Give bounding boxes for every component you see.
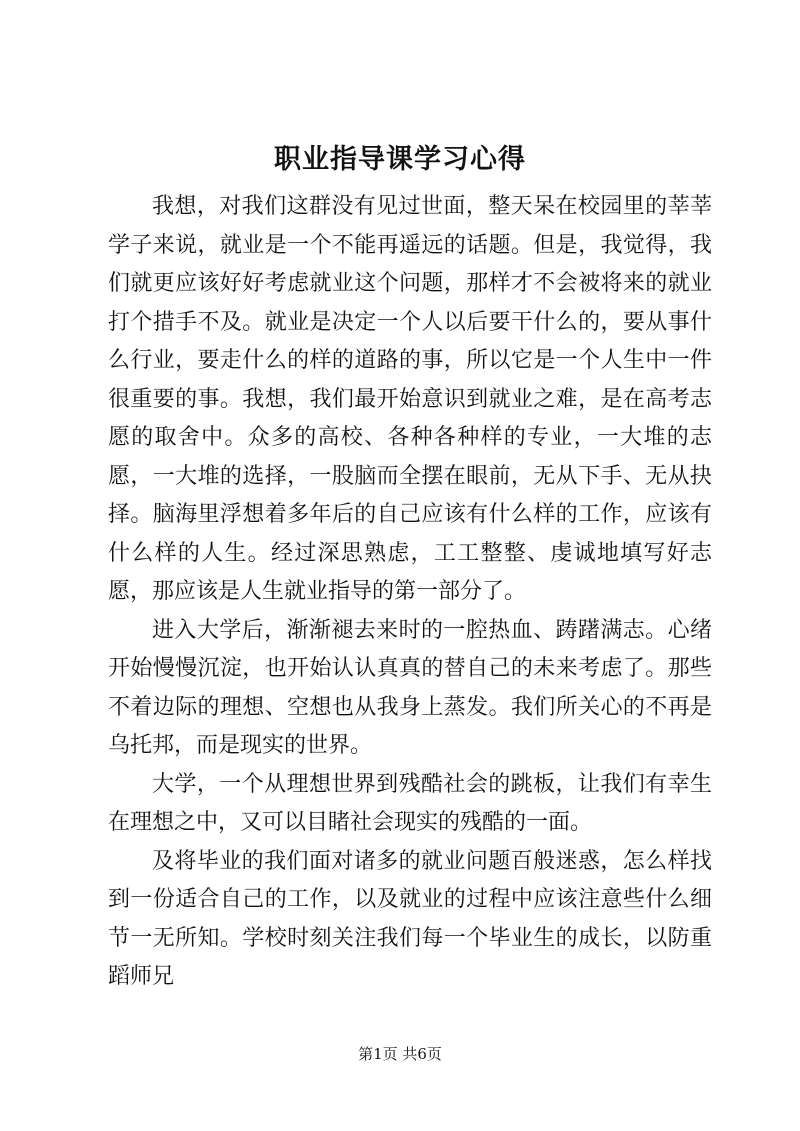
paragraph-2: 进入大学后，渐渐褪去来时的一腔热血、踌躇满志。心绪开始慢慢沉淀，也开始认认真真的替自己的未来考虑了。那些不着边际的理想、空想也从我身上蒸发。我们所关心的不再是乌托邦，而是现实的世界。 <box>108 617 712 758</box>
paragraph-1: 我想，对我们这群没有见过世面，整天呆在校园里的莘莘学子来说，就业是一个不能再遥远的话题。但是，我觉得，我们就更应该好好考虑就业这个问题，那样才不会被将来的就业打个措手不及。就业是决定一个人以后要干什么的，要从事什么行业，要走什么的样的道路的事，所以它是一个人生中一件很重要的事。我想，我们最开始意识到就业之难，是在高考志愿的取舍中。众多的高校、各种各种样的专业，一大堆的志愿，一大堆的选择，一股脑而全摆在眼前，无从下手、无从抉择。脑海里浮想着多年后的自己应该有什么样的工作，应该有什么样的人生。经过深思熟虑，工工整整、虔诚地填写好志愿，那应该是人生就业指导的第一部分了。 <box>108 194 712 604</box>
document-body <box>108 188 712 997</box>
page-number-footer: 第1页 共6页 <box>358 1045 442 1063</box>
document-title: 职业指导课学习心得 <box>274 144 526 175</box>
paragraph-4: 及将毕业的我们面对诸多的就业问题百般迷惑，怎么样找到一份适合自己的工作，以及就业的过程中应该注意些什么细节一无所知。学校时刻关注我们每一个毕业生的成长，以防重蹈师兄 <box>108 848 712 989</box>
paragraph-3: 大学，一个从理想世界到残酷社会的跳板，让我们有幸生在理想之中，又可以目睹社会现实的残酷的一面。 <box>108 771 712 835</box>
